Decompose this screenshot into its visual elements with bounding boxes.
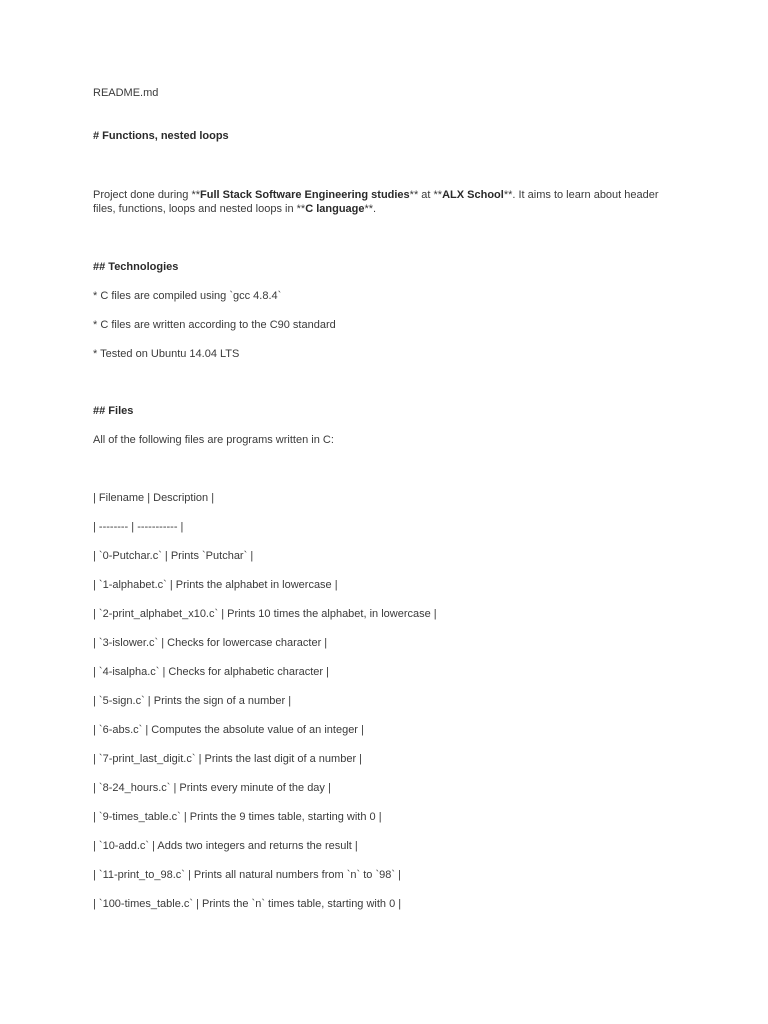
table-line: | `4-isalpha.c` | Checks for alphabetic character |	[93, 666, 330, 678]
document-title: # Functions, nested loops	[93, 130, 229, 142]
technologies-heading: ## Technologies	[93, 261, 179, 273]
table-line: | `10-add.c` | Adds two integers and returns the result |	[93, 840, 358, 852]
intro-language: C language	[305, 203, 365, 215]
intro-paragraph	[93, 188, 663, 216]
intro-school: ALX School	[442, 189, 504, 201]
table-line: | `2-print_alphabet_x10.c` | Prints 10 times the alphabet, in lowercase |	[93, 608, 437, 620]
table-line: | `7-print_last_digit.c` | Prints the last digit of a number |	[93, 753, 363, 765]
files-intro: All of the following files are programs written in C:	[93, 434, 334, 446]
intro-studies: Full Stack Software Engineering studies	[200, 189, 410, 201]
table-line: | `5-sign.c` | Prints the sign of a number |	[93, 695, 292, 707]
table-line: | `11-print_to_98.c` | Prints all natural numbers from `n` to `98` |	[93, 869, 401, 881]
table-line: | `100-times_table.c` | Prints the `n` times table, starting with 0 |	[93, 898, 402, 910]
table-line: | -------- | ----------- |	[93, 521, 184, 533]
intro-suffix: **.	[364, 203, 377, 215]
table-line: | `0-Putchar.c` | Prints `Putchar` |	[93, 550, 254, 562]
intro-mid2: **. It aims to learn about header files, functions, loops and nested loops in **	[93, 189, 659, 215]
table-line: | Filename | Description |	[93, 492, 215, 504]
table-line: | `1-alphabet.c` | Prints the alphabet in lowercase |	[93, 579, 338, 591]
technology-item: * C files are compiled using `gcc 4.8.4`	[93, 290, 282, 302]
technology-item: * Tested on Ubuntu 14.04 LTS	[93, 348, 240, 360]
table-line: | `3-islower.c` | Checks for lowercase character |	[93, 637, 328, 649]
file-name: README.md	[93, 87, 159, 99]
files-heading: ## Files	[93, 405, 134, 417]
intro-mid: ** at **	[409, 189, 443, 201]
table-line: | `9-times_table.c` | Prints the 9 times table, starting with 0 |	[93, 811, 382, 823]
technology-item: * C files are written according to the C90 standard	[93, 319, 336, 331]
intro-prefix: Project done during **	[93, 189, 201, 201]
table-line: | `6-abs.c` | Computes the absolute value of an integer |	[93, 724, 364, 736]
table-line: | `8-24_hours.c` | Prints every minute of the day |	[93, 782, 331, 794]
